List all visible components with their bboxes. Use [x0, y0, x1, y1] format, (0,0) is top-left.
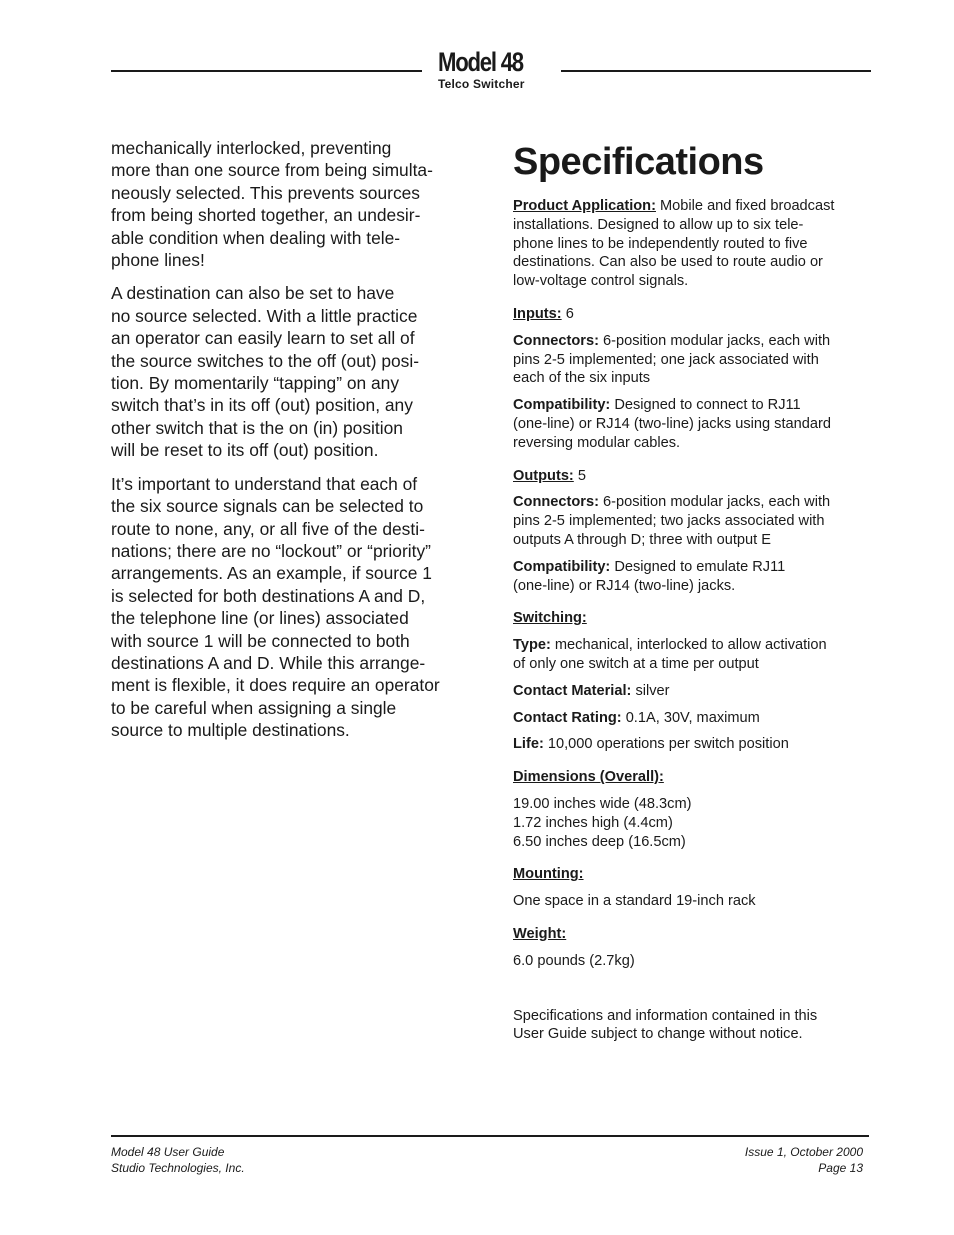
spec-text: (one-line) or RJ14 (two-line) jacks using standard [513, 415, 831, 432]
spec-switching [513, 609, 873, 628]
spec-switching-type [513, 636, 873, 674]
text-line: switch that’s in its off (out) position, any [111, 395, 413, 416]
spec-contact-rating [513, 709, 873, 728]
header-rule-right [561, 70, 871, 72]
spec-weight [513, 952, 873, 971]
text-line: tion. By momentarily “tapping” on any [111, 373, 400, 394]
spec-text: installations. Designed to allow up to six tele- [513, 216, 804, 233]
spec-text: each of the six inputs [513, 370, 651, 387]
text-line: route to none, any, or all five of the desti- [111, 518, 425, 539]
text-line: no source selected. With a little practice [111, 305, 418, 326]
spec-label: Contact Rating: [513, 709, 622, 726]
text-line: to be careful when assigning a single [111, 697, 397, 718]
text-line: ment is flexible, it does require an operator [111, 675, 440, 696]
spec-label: Compatibility: [513, 558, 611, 575]
text-line: phone lines! [111, 250, 205, 271]
spec-text: reversing modular cables. [513, 434, 681, 451]
spec-value: 10,000 operations per switch position [543, 736, 789, 753]
spec-heading: Weight: [513, 925, 567, 942]
header-rule-left [111, 70, 422, 72]
text-line: nations; there are no “lockout” or “priority” [111, 540, 431, 561]
spec-text: low-voltage control signals. [513, 273, 689, 290]
text-line: an operator can easily learn to set all of [111, 328, 415, 349]
body-paragraph-1 [111, 137, 473, 271]
spec-mounting-heading [513, 865, 873, 884]
text-line: with source 1 will be connected to both [111, 630, 410, 651]
spec-text: Designed to connect to RJ11 [610, 397, 801, 414]
spec-inputs [513, 305, 873, 324]
spec-text: Mobile and fixed broadcast [655, 198, 835, 214]
spec-mounting [513, 892, 873, 911]
spec-life [513, 735, 873, 754]
footer-right [745, 1145, 863, 1176]
spec-text: outputs A through D; three with output E [513, 531, 771, 548]
text-line: arrangements. As an example, if source 1 [111, 563, 432, 584]
spec-text: pins 2-5 implemented; one jack associated with [513, 351, 819, 368]
spec-text: Specifications and information contained in this [513, 1007, 818, 1024]
footer-rule [111, 1135, 869, 1137]
spec-text: of only one switch at a time per output [513, 655, 759, 672]
spec-text: (one-line) or RJ14 (two-line) jacks. [513, 577, 736, 594]
spec-value: One space in a standard 19-inch rack [513, 893, 756, 910]
header-title: Model 48 [438, 47, 523, 77]
spec-text: 6-position modular jacks, each with [598, 494, 831, 511]
spec-label: Life: [513, 736, 544, 753]
spec-heading: Product Application: [513, 198, 656, 214]
footer-left [111, 1145, 245, 1176]
spec-text: destinations. Can also be used to route audio or [513, 254, 823, 271]
spec-dimensions [513, 795, 873, 851]
body-paragraph-2 [111, 282, 473, 461]
spec-value: silver [631, 682, 670, 699]
spec-value: 6.0 pounds (2.7kg) [513, 952, 635, 969]
footer-page-number: Page 13 [818, 1160, 863, 1175]
specifications-title: Specifications [513, 141, 764, 183]
spec-heading: Switching: [513, 610, 587, 627]
spec-text: Designed to emulate RJ11 [610, 558, 786, 575]
spec-text: phone lines to be independently routed to five [513, 235, 808, 252]
spec-heading: Dimensions (Overall): [513, 769, 664, 786]
spec-dimensions-heading [513, 768, 873, 787]
spec-value: 6 [561, 305, 574, 322]
spec-label: Connectors: [513, 332, 599, 349]
spec-weight-heading [513, 925, 873, 944]
spec-text: 1.72 inches high (4.4cm) [513, 814, 673, 831]
text-line: A destination can also be set to have [111, 283, 395, 304]
text-line: mechanically interlocked, preventing [111, 138, 392, 158]
text-line: the six source signals can be selected to [111, 496, 424, 517]
spec-value: 5 [573, 467, 586, 484]
spec-contact-material [513, 682, 873, 701]
spec-label: Type: [513, 637, 551, 654]
spec-inputs-compatibility [513, 396, 873, 452]
spec-text: User Guide subject to change without notice. [513, 1026, 803, 1043]
spec-outputs-connectors [513, 493, 873, 549]
spec-text: 6-position modular jacks, each with [598, 332, 831, 349]
spec-text: pins 2-5 implemented; two jacks associated with [513, 513, 825, 530]
spec-outputs-compatibility [513, 558, 873, 596]
spec-heading: Outputs: [513, 467, 574, 484]
text-line: will be reset to its off (out) position. [111, 440, 379, 461]
spec-product-application [513, 197, 873, 291]
text-line: the telephone line (or lines) associated [111, 608, 409, 629]
text-line: destinations A and D. While this arrange- [111, 652, 426, 673]
spec-text: 6.50 inches deep (16.5cm) [513, 833, 686, 850]
spec-notice [513, 1007, 873, 1045]
footer-issue: Issue 1, October 2000 [744, 1145, 863, 1159]
spec-text: 19.00 inches wide (48.3cm) [513, 795, 692, 812]
text-line: It’s important to understand that each of [111, 473, 418, 494]
footer-company: Studio Technologies, Inc. [111, 1160, 245, 1175]
text-line: neously selected. This prevents sources [111, 182, 421, 203]
spec-inputs-connectors [513, 332, 873, 388]
spec-heading: Inputs: [513, 305, 562, 322]
header-subtitle: Telco Switcher [438, 77, 525, 91]
text-line: source to multiple destinations. [111, 720, 350, 741]
text-line: other switch that is the on (in) position [111, 417, 403, 438]
footer-guide-title: Model 48 User Guide [111, 1145, 225, 1159]
text-line: the source switches to the off (out) posi- [111, 350, 420, 371]
spec-value: 0.1A, 30V, maximum [621, 709, 760, 726]
spec-label: Compatibility: [513, 397, 611, 414]
body-text-column [111, 137, 473, 753]
body-paragraph-3 [111, 473, 473, 742]
spec-text: mechanical, interlocked to allow activation [550, 637, 827, 654]
text-line: more than one source from being simulta- [111, 160, 433, 181]
header-brand [438, 48, 548, 91]
text-line: able condition when dealing with tele- [111, 227, 401, 248]
spec-outputs [513, 467, 873, 486]
spec-label: Contact Material: [513, 682, 632, 699]
specifications-column [513, 137, 873, 1052]
spec-heading: Mounting: [513, 866, 584, 883]
text-line: is selected for both destinations A and D, [111, 585, 426, 606]
text-line: from being shorted together, an undesir- [111, 205, 421, 226]
spec-label: Connectors: [513, 494, 599, 511]
